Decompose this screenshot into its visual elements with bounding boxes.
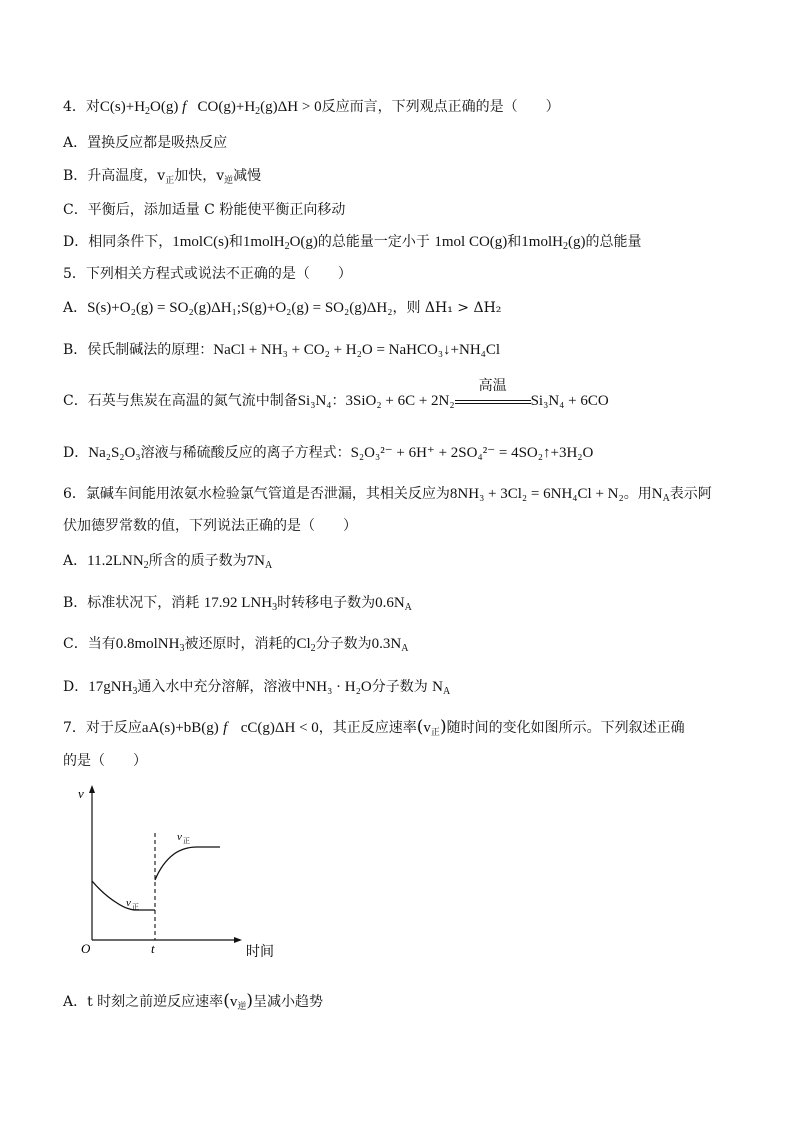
q6-d-prefix: D． xyxy=(63,679,89,695)
q6-a-mid: 所含的质子数为 xyxy=(148,553,247,569)
q4-d-m2b: O(g) xyxy=(289,234,318,250)
q6-option-d xyxy=(63,677,450,697)
q4-d-m1: 1molC(s) xyxy=(172,234,229,250)
q7-stem-line1: 7．对于反应aA(s)+bB(g) f cC(g)ΔH < 0，其正反应速率$(v_正)$随时间的变化如图所示。下列叙述正确 xyxy=(63,717,685,738)
q6-option-c xyxy=(63,634,408,654)
q6-option-b xyxy=(63,593,412,613)
q7-stem-prefix: 7．对于反应 xyxy=(63,720,142,736)
curve-label-before-sub: 正 xyxy=(132,903,139,911)
q4-d-m2: 1molH xyxy=(242,234,285,250)
q5-a-suffix: ，则 ΔH₁ > ΔH₂ xyxy=(392,300,502,316)
q7-a-v: v xyxy=(229,994,238,1010)
q6-a-prefix: A． xyxy=(63,553,88,569)
q4-eq-part3: CO(g)+H xyxy=(197,99,256,115)
q6-stem-line2: 伏加德罗常数的值，下列说法正确的是（ ） xyxy=(63,518,357,534)
q4-d-mid: 的总能量一定小于 xyxy=(317,234,430,250)
curve-label-before: v xyxy=(126,897,131,909)
q7-stem-v-sub: 正 xyxy=(430,728,440,738)
q4-stem-suffix: 反应而言，下列观点正确的是（ ） xyxy=(321,99,560,115)
q6-b-value: 0.6N xyxy=(375,595,405,611)
q6-b-prefix: B．标准状况下，消耗 xyxy=(63,595,200,611)
q4-eq-part1: C(s)+H xyxy=(99,99,146,115)
q7-eq-symbol: f xyxy=(223,720,228,736)
q6-d-mid2: 分子数为 xyxy=(371,679,428,695)
q7-stem-line2: 的是（ ） xyxy=(63,753,147,769)
q6-d-quantity: 17gNH xyxy=(88,679,133,695)
q4-b-mid: 加快，v xyxy=(174,168,225,184)
q5-c-prefix: C．石英与焦炭在高温的氮气流中制备 xyxy=(63,393,298,409)
q4-d-suffix: 的总能量 xyxy=(585,234,642,250)
q7-eq-part1: aA(s)+bB(g) xyxy=(141,720,219,736)
v-forward-curve-after-t xyxy=(155,847,220,880)
q6-stem-prefix: 6．氯碱车间能用浓氨水检验氯气管道是否泄漏，其相关反应为 xyxy=(63,486,450,502)
q4-d-m4b: (g) xyxy=(567,234,586,250)
q6-a-quantity-sub: 2 xyxy=(143,560,149,571)
q5-option-a xyxy=(63,298,501,318)
q5-a-equation: S(s)+O₂(g) = SO₂(g)ΔH₁;S(g)+O₂(g) = SO₂(g)ΔH₂ xyxy=(87,300,393,316)
q5-c-reactants: 3SiO₂ + 6C + 2N₂ xyxy=(345,393,455,409)
q4-eq-symbol: f xyxy=(182,99,187,115)
q4-eq-part2: O(g) xyxy=(150,99,179,115)
q6-c-mid2: 分子数为 xyxy=(315,636,372,652)
y-axis-arrow-icon xyxy=(89,785,95,793)
q5-c-condition: 高温 xyxy=(478,378,507,394)
q4-stem: 4．对$C(s)+H_2O(g)$ f $CO(g)+H_2(g)\Delta H > 0$反应而言，下列观点正确的是（ ） xyxy=(63,99,560,117)
q5-d-prefix: D． xyxy=(63,445,89,461)
q4-b-sub2: 逆 xyxy=(224,176,234,186)
t-label: t xyxy=(151,941,155,956)
q6-a-value: 7N xyxy=(246,553,265,569)
q7-option-a: A．t 时刻之前逆反应速率$(v_逆)$呈减小趋势 xyxy=(63,991,323,1012)
q7-stem-suffix: 随时间的变化如图所示。下列叙述正确 xyxy=(446,720,685,736)
q4-option-b xyxy=(63,166,261,186)
q6-d-formula: NH₃ · H₂O xyxy=(305,679,372,695)
q6-b-quantity: 17.92 LNH xyxy=(203,595,273,611)
q6-c-value: 0.3N xyxy=(371,636,402,652)
q6-d-value-sub: A xyxy=(443,686,451,697)
q4-option-a: A．置换反应都是吸热反应 xyxy=(63,135,228,151)
q4-option-c: C．平衡后，添加适量 C 粉能使平衡正向移动 xyxy=(63,202,346,218)
q7-a-prefix: A．t 时刻之前逆反应速率 xyxy=(63,994,224,1010)
q5-c-products: Si₃N₄ + 6CO xyxy=(530,393,609,409)
q4-d-and2: 和 xyxy=(507,234,522,250)
q4-eq-part4: (g)ΔH > 0 xyxy=(260,99,322,115)
q4-b-sub1: 正 xyxy=(165,176,175,186)
q5-a-prefix: A． xyxy=(63,300,88,316)
q5-c-colon: ： xyxy=(331,393,346,409)
q7-a-suffix: 呈减小趋势 xyxy=(252,994,323,1010)
q7-stem-v: v xyxy=(423,720,431,736)
q5-d-formula: Na₂S₂O₃ xyxy=(88,445,141,461)
q4-d-and1: 和 xyxy=(228,234,243,250)
q4-d-m3: 1mol CO(g) xyxy=(434,234,508,250)
q4-option-d: D．相同条件下，1molC(s)和1molH$_2$O(g)的总能量一定小于 1mol CO(g)和1molH$_2$(g)的总能量 xyxy=(63,234,642,252)
q6-c-quantity-sub: 3 xyxy=(179,643,185,654)
q6-stem-mid: 。用 xyxy=(623,486,652,502)
q4-b-prefix: B．升高温度，v xyxy=(63,168,166,184)
q6-d-mid: 通入水中充分溶解，溶液中 xyxy=(137,679,306,695)
q6-a-value-sub: A xyxy=(265,560,273,571)
q6-stem-na-sub: A xyxy=(662,493,670,504)
origin-label: O xyxy=(81,941,91,956)
q7-a-v-sub: 逆 xyxy=(237,1002,247,1012)
q6-d-value: N xyxy=(432,679,443,695)
q6-a-quantity: 11.2LNN xyxy=(87,553,144,569)
q6-stem-na: N xyxy=(651,486,663,502)
q6-c-cl-sub: 2 xyxy=(310,643,316,654)
x-axis-arrow-icon xyxy=(234,937,242,943)
q4-d-prefix: D．相同条件下， xyxy=(63,234,173,250)
q5-stem: 5．下列相关方程式或说法不正确的是（ ） xyxy=(63,266,352,282)
q4-b-suffix: 减慢 xyxy=(233,168,262,184)
q6-c-value-sub: A xyxy=(401,643,409,654)
q6-c-prefix: C．当有 xyxy=(63,636,116,652)
q4-d-m4: 1molH xyxy=(521,234,563,250)
q6-c-mid: 被还原时，消耗的 xyxy=(184,636,297,652)
q6-b-mid: 时转移电子数为 xyxy=(277,595,376,611)
q6-c-quantity: 0.8molNH xyxy=(115,636,180,652)
q5-b-prefix: B．侯氏制碱法的原理： xyxy=(63,342,214,358)
q6-c-cl: Cl xyxy=(296,636,311,652)
q4-stem-prefix: 4．对 xyxy=(63,99,100,115)
curve-label-after: v xyxy=(177,831,182,843)
q5-c-si3n4: Si₃N₄ xyxy=(297,393,332,409)
q5-d-mid: 溶液与稀硫酸反应的离子方程式： xyxy=(140,445,351,461)
y-axis-label: v xyxy=(78,786,84,801)
q6-stem-equation: 8NH₃ + 3Cl₂ = 6NH₄Cl + N₂ xyxy=(449,486,624,502)
q6-d-quantity-sub: 3 xyxy=(132,686,138,697)
q7-stem-mid: ，其正反应速率 xyxy=(318,720,417,736)
q6-stem-end: 表示阿 xyxy=(669,486,712,502)
q5-option-d xyxy=(63,443,593,463)
q5-option-c xyxy=(63,378,609,411)
q6-b-value-sub: A xyxy=(404,602,412,613)
rate-time-graph xyxy=(62,783,292,968)
q5-d-equation: S₂O₃²⁻ + 6H⁺ + 2SO₄²⁻ = 4SO₂↑+3H₂O xyxy=(350,445,594,461)
q6-b-quantity-sub: 3 xyxy=(272,602,278,613)
q5-option-b xyxy=(63,340,500,360)
v-forward-curve-before-t xyxy=(92,881,155,910)
q6-option-a xyxy=(63,551,272,571)
q6-stem-line1 xyxy=(63,484,712,504)
q5-c-condition-arrow xyxy=(455,378,531,408)
q7-eq-part2: cC(g)ΔH < 0 xyxy=(240,720,319,736)
curve-label-after-sub: 正 xyxy=(183,837,190,845)
q5-b-equation: NaCl + NH₃ + CO₂ + H₂O = NaHCO₃↓+NH₄Cl xyxy=(213,342,501,358)
x-axis-label: 时间 xyxy=(246,944,274,960)
